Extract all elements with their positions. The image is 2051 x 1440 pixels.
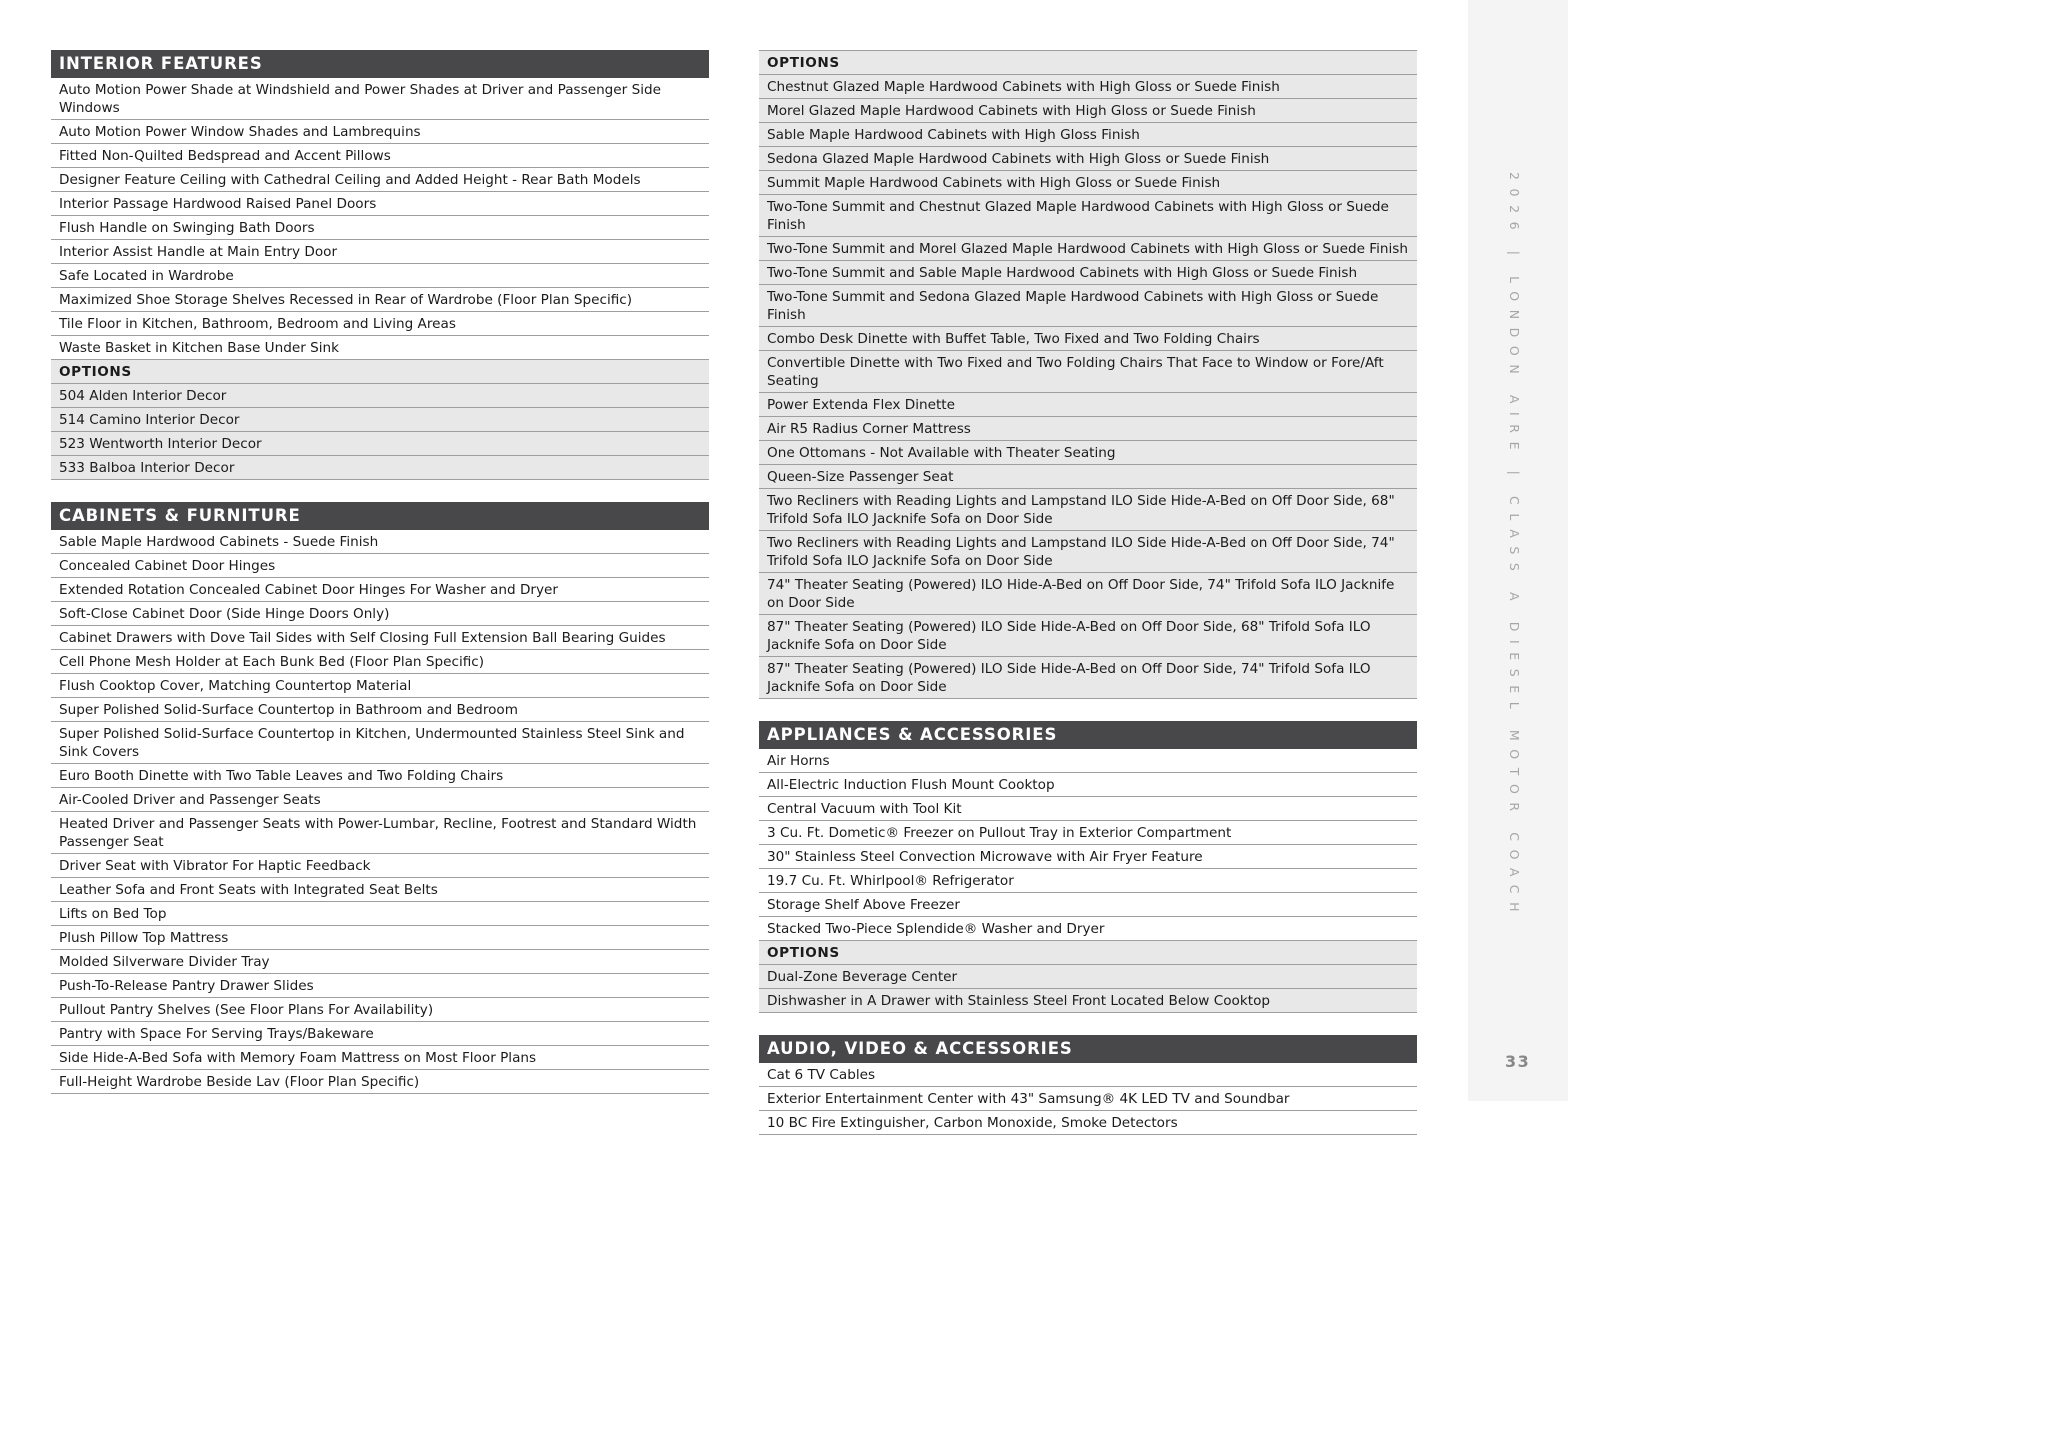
feature-row: 19.7 Cu. Ft. Whirlpool® Refrigerator [759,869,1417,893]
options-list [51,384,709,480]
feature-row: Plush Pillow Top Mattress [51,926,709,950]
vertical-brochure-title: 2026 | LONDON AIRE | CLASS A DIESEL MOTOR COACH [1507,172,1522,921]
feature-row: Maximized Shoe Storage Shelves Recessed in Rear of Wardrobe (Floor Plan Specific) [51,288,709,312]
feature-row: All-Electric Induction Flush Mount Cooktop [759,773,1417,797]
feature-row: Auto Motion Power Shade at Windshield and Power Shades at Driver and Passenger Side Windows [51,78,709,120]
feature-row: Waste Basket in Kitchen Base Under Sink [51,336,709,360]
option-row: Chestnut Glazed Maple Hardwood Cabinets with High Gloss or Suede Finish [759,75,1417,99]
option-row: Two-Tone Summit and Sable Maple Hardwood Cabinets with High Gloss or Suede Finish [759,261,1417,285]
options-label: OPTIONS [51,360,709,384]
feature-row: Side Hide-A-Bed Sofa with Memory Foam Mattress on Most Floor Plans [51,1046,709,1070]
feature-list [51,530,709,1094]
feature-row: Interior Passage Hardwood Raised Panel Doors [51,192,709,216]
feature-row: Flush Cooktop Cover, Matching Countertop Material [51,674,709,698]
feature-row: Super Polished Solid-Surface Countertop in Bathroom and Bedroom [51,698,709,722]
feature-row: Air-Cooled Driver and Passenger Seats [51,788,709,812]
feature-row: Soft-Close Cabinet Door (Side Hinge Doors Only) [51,602,709,626]
section-header: AUDIO, VIDEO & ACCESSORIES [759,1035,1417,1063]
option-row: 523 Wentworth Interior Decor [51,432,709,456]
feature-row: Storage Shelf Above Freezer [759,893,1417,917]
option-row: Summit Maple Hardwood Cabinets with High Gloss or Suede Finish [759,171,1417,195]
feature-row: Sable Maple Hardwood Cabinets - Suede Finish [51,530,709,554]
option-row: Two-Tone Summit and Morel Glazed Maple Hardwood Cabinets with High Gloss or Suede Finish [759,237,1417,261]
option-row: 87" Theater Seating (Powered) ILO Side Hide-A-Bed on Off Door Side, 68" Trifold Sofa ILO Jacknife Sofa on Door Side [759,615,1417,657]
feature-list [759,749,1417,941]
option-row: 533 Balboa Interior Decor [51,456,709,480]
feature-row: Designer Feature Ceiling with Cathedral Ceiling and Added Height - Rear Bath Models [51,168,709,192]
feature-row: Stacked Two-Piece Splendide® Washer and Dryer [759,917,1417,941]
feature-row: 10 BC Fire Extinguisher, Carbon Monoxide, Smoke Detectors [759,1111,1417,1135]
feature-row: Exterior Entertainment Center with 43" Samsung® 4K LED TV and Soundbar [759,1087,1417,1111]
option-row: 504 Alden Interior Decor [51,384,709,408]
option-row: Combo Desk Dinette with Buffet Table, Two Fixed and Two Folding Chairs [759,327,1417,351]
feature-row: Push-To-Release Pantry Drawer Slides [51,974,709,998]
feature-row: Interior Assist Handle at Main Entry Door [51,240,709,264]
feature-row: Super Polished Solid-Surface Countertop in Kitchen, Undermounted Stainless Steel Sink and Sink Covers [51,722,709,764]
option-row: Sedona Glazed Maple Hardwood Cabinets with High Gloss or Suede Finish [759,147,1417,171]
option-row: 514 Camino Interior Decor [51,408,709,432]
appliances-accessories-section [759,721,1417,1013]
option-row: Two-Tone Summit and Sedona Glazed Maple Hardwood Cabinets with High Gloss or Suede Finish [759,285,1417,327]
feature-row: Molded Silverware Divider Tray [51,950,709,974]
feature-row: Auto Motion Power Window Shades and Lambrequins [51,120,709,144]
feature-row: Central Vacuum with Tool Kit [759,797,1417,821]
section-header: APPLIANCES & ACCESSORIES [759,721,1417,749]
feature-row: 30" Stainless Steel Convection Microwave with Air Fryer Feature [759,845,1417,869]
options-label: OPTIONS [759,50,1417,75]
audio-video-accessories-section [759,1035,1417,1135]
feature-row: Flush Handle on Swinging Bath Doors [51,216,709,240]
option-row: Power Extenda Flex Dinette [759,393,1417,417]
feature-row: Pantry with Space For Serving Trays/Bakeware [51,1022,709,1046]
feature-row: Driver Seat with Vibrator For Haptic Feedback [51,854,709,878]
option-row: Convertible Dinette with Two Fixed and Two Folding Chairs That Face to Window or Fore/Aft Seating [759,351,1417,393]
option-row: 87" Theater Seating (Powered) ILO Side Hide-A-Bed on Off Door Side, 74" Trifold Sofa ILO Jacknife Sofa on Door Side [759,657,1417,699]
feature-list [51,78,709,360]
option-row: Dishwasher in A Drawer with Stainless Steel Front Located Below Cooktop [759,989,1417,1013]
section-header: CABINETS & FURNITURE [51,502,709,530]
option-row: Two Recliners with Reading Lights and Lampstand ILO Side Hide-A-Bed on Off Door Side, 68" Trifold Sofa ILO Jacknife Sofa on Door Side [759,489,1417,531]
feature-row: Heated Driver and Passenger Seats with Power-Lumbar, Recline, Footrest and Standard Width Passenger Seat [51,812,709,854]
option-row: Two-Tone Summit and Chestnut Glazed Maple Hardwood Cabinets with High Gloss or Suede Finish [759,195,1417,237]
feature-row: Cabinet Drawers with Dove Tail Sides with Self Closing Full Extension Ball Bearing Guides [51,626,709,650]
feature-row: Cell Phone Mesh Holder at Each Bunk Bed (Floor Plan Specific) [51,650,709,674]
option-row: Queen-Size Passenger Seat [759,465,1417,489]
cabinets-furniture-options-section [759,50,1417,699]
right-column [759,50,1417,1157]
feature-row: Lifts on Bed Top [51,902,709,926]
feature-list [759,1063,1417,1135]
feature-row: Fitted Non-Quilted Bedspread and Accent Pillows [51,144,709,168]
option-row: 74" Theater Seating (Powered) ILO Hide-A-Bed on Off Door Side, 74" Trifold Sofa ILO Jacknife on Door Side [759,573,1417,615]
page-number: 33 [1505,1052,1531,1071]
option-row: Dual-Zone Beverage Center [759,965,1417,989]
options-list [759,965,1417,1013]
options-list [759,75,1417,699]
option-row: Air R5 Radius Corner Mattress [759,417,1417,441]
interior-features-section [51,50,709,480]
feature-row: Air Horns [759,749,1417,773]
feature-row: Pullout Pantry Shelves (See Floor Plans For Availability) [51,998,709,1022]
feature-row: Euro Booth Dinette with Two Table Leaves and Two Folding Chairs [51,764,709,788]
feature-row: Safe Located in Wardrobe [51,264,709,288]
feature-row: Leather Sofa and Front Seats with Integrated Seat Belts [51,878,709,902]
feature-row: Extended Rotation Concealed Cabinet Door Hinges For Washer and Dryer [51,578,709,602]
feature-row: 3 Cu. Ft. Dometic® Freezer on Pullout Tray in Exterior Compartment [759,821,1417,845]
left-column [51,50,709,1116]
feature-row: Full-Height Wardrobe Beside Lav (Floor Plan Specific) [51,1070,709,1094]
feature-row: Concealed Cabinet Door Hinges [51,554,709,578]
section-header: INTERIOR FEATURES [51,50,709,78]
feature-row: Tile Floor in Kitchen, Bathroom, Bedroom and Living Areas [51,312,709,336]
feature-row: Cat 6 TV Cables [759,1063,1417,1087]
cabinets-furniture-section [51,502,709,1094]
option-row: Two Recliners with Reading Lights and Lampstand ILO Side Hide-A-Bed on Off Door Side, 74" Trifold Sofa ILO Jacknife Sofa on Door Side [759,531,1417,573]
option-row: Morel Glazed Maple Hardwood Cabinets with High Gloss or Suede Finish [759,99,1417,123]
options-label: OPTIONS [759,941,1417,965]
option-row: Sable Maple Hardwood Cabinets with High Gloss Finish [759,123,1417,147]
option-row: One Ottomans - Not Available with Theater Seating [759,441,1417,465]
